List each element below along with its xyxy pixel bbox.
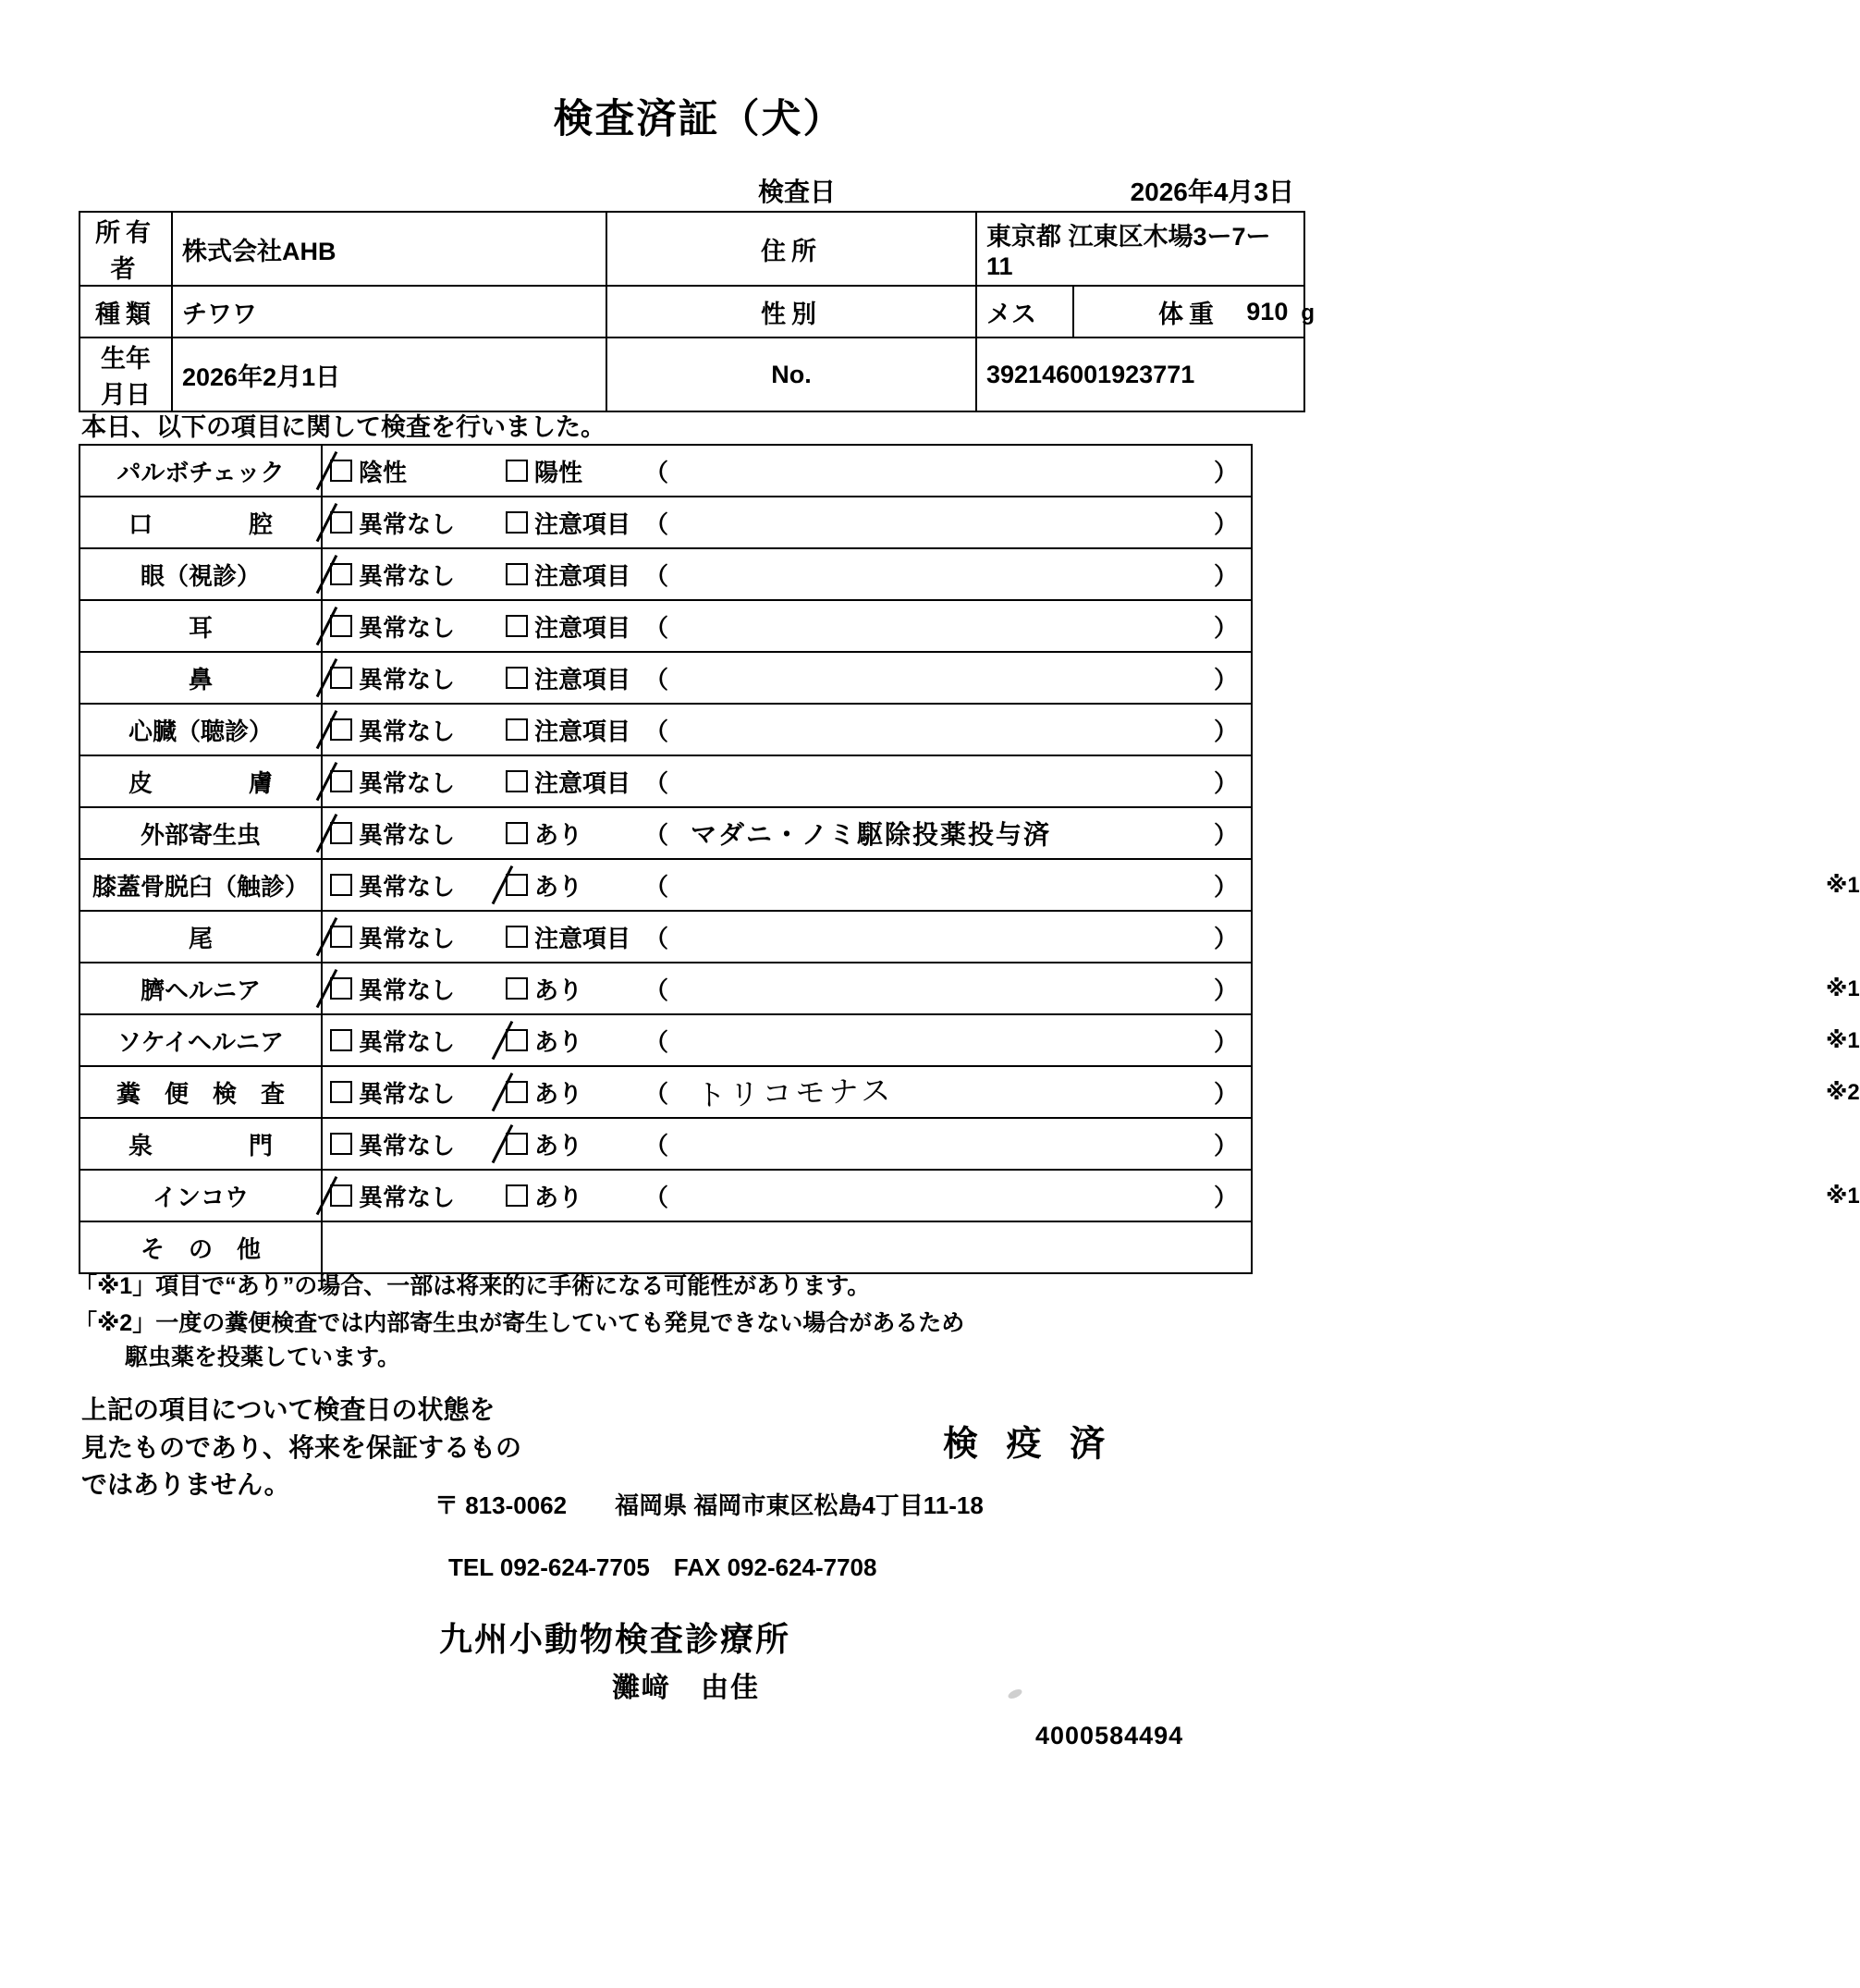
option-label: あり xyxy=(534,1131,583,1160)
option-label: 異常なし xyxy=(359,872,456,901)
inspection-row xyxy=(80,600,1252,652)
sex-label: 性別 xyxy=(606,286,976,337)
remark-field[interactable] xyxy=(644,454,1251,488)
remark-field[interactable] xyxy=(644,868,1860,902)
inspection-row-label: 鼻 xyxy=(80,652,322,704)
intro-text: 本日、以下の項目に関して検査を行いました。 xyxy=(81,413,606,441)
paren-close: ） xyxy=(1213,1027,1238,1056)
option-abnormal[interactable] xyxy=(506,454,644,488)
paren-close: ） xyxy=(1213,820,1238,849)
option-label: 異常なし xyxy=(359,820,456,849)
paren-close: ） xyxy=(1213,1131,1238,1160)
checkbox-icon[interactable] xyxy=(330,667,352,689)
remark-field[interactable] xyxy=(644,816,1251,851)
checkbox-icon[interactable] xyxy=(330,1184,352,1207)
option-label: あり xyxy=(534,872,583,901)
checkbox-icon[interactable] xyxy=(330,770,352,792)
breed-label: 種類 xyxy=(80,286,172,337)
inspection-row-options xyxy=(322,600,1252,652)
option-abnormal[interactable] xyxy=(506,1127,644,1161)
option-label: 注意項目 xyxy=(534,509,631,538)
exam-date-value: 2026年4月3日 xyxy=(1130,178,1294,206)
inspection-row xyxy=(80,497,1252,548)
closing-line: ではありません。 xyxy=(81,1470,290,1500)
option-abnormal[interactable] xyxy=(506,661,644,695)
inspection-row-label: 眼（視診） xyxy=(80,548,322,600)
paren-close: ） xyxy=(1213,872,1238,901)
inspection-row-options xyxy=(322,963,1860,1014)
checkbox-icon[interactable] xyxy=(506,1184,528,1207)
paren-close: ） xyxy=(1213,665,1238,693)
no-label: No. xyxy=(606,337,976,411)
paren-open: （ xyxy=(644,1131,669,1160)
paren-close: ） xyxy=(1213,613,1238,642)
inspection-row-options xyxy=(322,652,1252,704)
option-normal[interactable] xyxy=(330,506,506,540)
inspection-row xyxy=(80,704,1252,755)
option-normal[interactable] xyxy=(330,868,506,902)
paren-close: ） xyxy=(1213,561,1238,590)
inspection-row-label: 臍ヘルニア xyxy=(80,963,322,1014)
paren-close: ） xyxy=(1213,717,1238,745)
inspection-row-options xyxy=(322,859,1860,911)
inspection-row-label: 心臓（聴診） xyxy=(80,704,322,755)
option-label: あり xyxy=(534,1183,583,1211)
paren-close: ） xyxy=(1213,924,1238,952)
paren-open: （ xyxy=(644,820,669,849)
option-abnormal[interactable] xyxy=(506,609,644,644)
checkbox-icon[interactable] xyxy=(330,926,352,948)
checkbox-icon[interactable] xyxy=(330,563,352,585)
remark-field[interactable] xyxy=(644,1179,1860,1213)
checkbox-icon[interactable] xyxy=(330,822,352,844)
paren-close: ） xyxy=(1213,509,1238,538)
option-label: 陽性 xyxy=(534,458,583,486)
inspection-row-options xyxy=(322,445,1252,497)
inspection-row xyxy=(80,548,1252,600)
paren-open: （ xyxy=(644,458,669,486)
paren-close: ） xyxy=(1213,1183,1238,1211)
option-normal[interactable] xyxy=(330,816,506,851)
checkbox-icon[interactable] xyxy=(506,1081,528,1103)
option-abnormal[interactable] xyxy=(506,765,644,799)
exam-date-row xyxy=(758,172,1294,209)
paren-open: （ xyxy=(644,1183,669,1211)
address-value: 東京都 江東区木場3ー7ー11 xyxy=(976,212,1304,286)
veterinarian-name: 灘﨑 由佳 xyxy=(612,1673,760,1703)
option-label: 異常なし xyxy=(359,1131,456,1160)
clinic-address: 〒 813-0062 福岡県 福岡市東区松島4丁目11-18 xyxy=(434,1491,984,1519)
footnote-marker: ※1 xyxy=(1826,872,1860,898)
paren-close: ） xyxy=(1213,768,1238,797)
option-label: 異常なし xyxy=(359,717,456,745)
checkbox-icon[interactable] xyxy=(506,874,528,896)
option-label: あり xyxy=(534,1027,583,1056)
footnote-marker: ※1 xyxy=(1826,1183,1860,1209)
checkbox-icon[interactable] xyxy=(330,511,352,534)
inspection-row-label: 泉 門 xyxy=(80,1118,322,1170)
option-label: 異常なし xyxy=(359,1027,456,1056)
inspection-row-options xyxy=(322,911,1252,963)
option-label: あり xyxy=(534,976,583,1004)
inspection-row-label: パルボチェック xyxy=(80,445,322,497)
option-label: 異常なし xyxy=(359,665,456,693)
option-label: 異常なし xyxy=(359,561,456,590)
paren-open: （ xyxy=(644,872,669,901)
paren-close: ） xyxy=(1213,1079,1238,1108)
remark-field[interactable] xyxy=(644,1072,1860,1113)
inspection-row-label: 耳 xyxy=(80,600,322,652)
inspection-row xyxy=(80,755,1252,807)
inspection-row-label: 尾 xyxy=(80,911,322,963)
inspection-row-options xyxy=(322,548,1252,600)
birth-label: 生年月日 xyxy=(80,337,172,411)
checkbox-icon[interactable] xyxy=(506,1029,528,1051)
paren-open: （ xyxy=(644,717,669,745)
handwritten-remark: トリコモナス xyxy=(695,1072,895,1113)
checkbox-icon[interactable] xyxy=(330,1133,352,1155)
remark-field[interactable] xyxy=(644,920,1251,954)
checkbox-icon[interactable] xyxy=(506,1133,528,1155)
checkbox-icon[interactable] xyxy=(506,563,528,585)
paren-open: （ xyxy=(644,509,669,538)
inspection-row-label: ソケイヘルニア xyxy=(80,1014,322,1066)
inspection-row-options xyxy=(322,497,1252,548)
closing-line: 上記の項目について検査日の状態を xyxy=(81,1395,496,1424)
inspection-row-label: 皮 膚 xyxy=(80,755,322,807)
owner-info-table xyxy=(79,211,1315,412)
option-label: 注意項目 xyxy=(534,613,631,642)
option-normal[interactable] xyxy=(330,1024,506,1058)
inspection-row-options xyxy=(322,1170,1860,1221)
option-abnormal[interactable] xyxy=(506,868,644,902)
option-abnormal[interactable] xyxy=(506,1179,644,1213)
footnote-2: 「※2」一度の糞便検査では内部寄生虫が寄生していても発見できない場合があるため xyxy=(74,1310,965,1336)
inspection-row-label: 糞 便 検 査 xyxy=(80,1066,322,1118)
no-value: 392146001923771 xyxy=(976,337,1304,411)
footnote-1: 「※1」項目で“あり”の場合、一部は将来的に手術になる可能性があります。 xyxy=(74,1273,871,1299)
option-normal[interactable] xyxy=(330,1127,506,1161)
inspection-row xyxy=(80,807,1252,859)
paren-close: ） xyxy=(1213,458,1238,486)
option-label: 注意項目 xyxy=(534,768,631,797)
checkbox-icon[interactable] xyxy=(330,977,352,1000)
inspection-row xyxy=(80,1014,1252,1066)
inspection-row-options xyxy=(322,1014,1860,1066)
remark-text: マダニ・ノミ駆除投薬投与済 xyxy=(691,820,1052,849)
inspection-row-label: 口 腔 xyxy=(80,497,322,548)
remark-field[interactable] xyxy=(644,661,1251,695)
remark-field[interactable] xyxy=(644,713,1251,747)
paren-open: （ xyxy=(644,976,669,1004)
inspection-row-options xyxy=(322,704,1252,755)
weight-unit: g xyxy=(1301,300,1315,325)
remark-field[interactable] xyxy=(644,765,1251,799)
option-normal[interactable] xyxy=(330,609,506,644)
checkbox-icon[interactable] xyxy=(506,460,528,482)
inspection-row-label: 外部寄生虫 xyxy=(80,807,322,859)
option-label: あり xyxy=(534,1079,583,1108)
option-label: 異常なし xyxy=(359,768,456,797)
checkbox-icon[interactable] xyxy=(506,615,528,637)
remark-field[interactable] xyxy=(644,558,1251,592)
footnote-marker: ※1 xyxy=(1826,976,1860,1001)
option-abnormal[interactable] xyxy=(506,713,644,747)
checkbox-icon[interactable] xyxy=(330,615,352,637)
option-normal[interactable] xyxy=(330,972,506,1006)
paren-open: （ xyxy=(644,924,669,952)
inspection-row-options xyxy=(322,1221,1252,1273)
option-normal[interactable] xyxy=(330,558,506,592)
option-abnormal[interactable] xyxy=(506,558,644,592)
option-label: 異常なし xyxy=(359,509,456,538)
option-label: あり xyxy=(534,820,583,849)
checkbox-icon[interactable] xyxy=(330,1029,352,1051)
checkbox-icon[interactable] xyxy=(506,511,528,534)
option-label: 注意項目 xyxy=(534,665,631,693)
paren-close: ） xyxy=(1213,976,1238,1004)
inspection-row xyxy=(80,652,1252,704)
checkbox-icon[interactable] xyxy=(506,718,528,741)
inspection-row-label: そ の 他 xyxy=(80,1221,322,1273)
inspection-row xyxy=(80,911,1252,963)
option-label: 陰性 xyxy=(359,458,408,486)
option-abnormal[interactable] xyxy=(506,1024,644,1058)
checkbox-icon[interactable] xyxy=(506,977,528,1000)
inspection-row-options xyxy=(322,755,1252,807)
option-normal[interactable] xyxy=(330,765,506,799)
option-abnormal[interactable] xyxy=(506,506,644,540)
option-abnormal[interactable] xyxy=(506,972,644,1006)
inspection-row xyxy=(80,1066,1252,1118)
option-normal[interactable] xyxy=(330,1075,506,1110)
clinic-name: 九州小動物検査診療所 xyxy=(439,1620,791,1658)
paren-open: （ xyxy=(644,613,669,642)
inspection-row xyxy=(80,963,1252,1014)
remark-field[interactable] xyxy=(644,609,1251,644)
inspection-row xyxy=(80,445,1252,497)
option-label: 異常なし xyxy=(359,976,456,1004)
address-label: 住所 xyxy=(606,212,976,286)
option-label: 異常なし xyxy=(359,613,456,642)
inspection-table xyxy=(79,444,1860,1274)
checkbox-icon[interactable] xyxy=(506,770,528,792)
checkbox-icon[interactable] xyxy=(330,460,352,482)
inspection-row-options xyxy=(322,1118,1252,1170)
option-normal[interactable] xyxy=(330,661,506,695)
paren-open: （ xyxy=(644,561,669,590)
serial-number: 4000584494 xyxy=(1035,1722,1184,1749)
checkbox-icon[interactable] xyxy=(330,874,352,896)
option-label: 異常なし xyxy=(359,1079,456,1108)
remark-field[interactable] xyxy=(644,1024,1860,1058)
option-label: 異常なし xyxy=(359,1183,456,1211)
inspection-row-label: インコウ xyxy=(80,1170,322,1221)
clinic-tel-fax: TEL 092-624-7705 FAX 092-624-7708 xyxy=(448,1553,877,1581)
option-normal[interactable] xyxy=(330,454,506,488)
footnote-marker: ※2 xyxy=(1826,1079,1860,1105)
paren-open: （ xyxy=(644,1027,669,1056)
page-title: 検査済証（犬） xyxy=(553,97,845,141)
checkbox-icon[interactable] xyxy=(330,718,352,741)
table-row xyxy=(80,337,1304,411)
inspection-row xyxy=(80,859,1252,911)
option-abnormal[interactable] xyxy=(506,816,644,851)
closing-line: 見たものであり、将来を保証するもの xyxy=(81,1432,522,1462)
remark-field[interactable] xyxy=(644,1127,1251,1161)
paren-open: （ xyxy=(644,1079,669,1108)
option-normal[interactable] xyxy=(330,1179,506,1213)
option-label: 注意項目 xyxy=(534,717,631,745)
inspection-row-options xyxy=(322,1066,1860,1118)
inspection-row xyxy=(80,1118,1252,1170)
option-normal[interactable] xyxy=(330,920,506,954)
option-label: 注意項目 xyxy=(534,561,631,590)
option-abnormal[interactable] xyxy=(506,920,644,954)
table-row xyxy=(80,286,1304,337)
exam-date-label: 検査日 xyxy=(758,178,837,206)
paren-open: （ xyxy=(644,665,669,693)
remark-field[interactable] xyxy=(644,506,1251,540)
inspection-row xyxy=(80,1170,1252,1221)
paren-open: （ xyxy=(644,768,669,797)
checkbox-icon[interactable] xyxy=(506,667,528,689)
owner-label: 所有者 xyxy=(80,212,172,286)
option-label: 異常なし xyxy=(359,924,456,952)
weight-value: 910 xyxy=(1246,297,1289,325)
ink-smudge xyxy=(1007,1687,1023,1700)
option-abnormal[interactable] xyxy=(506,1075,644,1110)
quarantine-stamp: 検 疫 済 xyxy=(943,1425,1115,1464)
sex-value: メス xyxy=(976,286,1073,337)
weight-label: 体重 xyxy=(1073,286,1304,337)
checkbox-icon[interactable] xyxy=(506,822,528,844)
remark-field[interactable] xyxy=(644,972,1860,1006)
option-label: 注意項目 xyxy=(534,924,631,952)
breed-value: チワワ xyxy=(172,286,606,337)
birth-value: 2026年2月1日 xyxy=(172,337,606,411)
footnote-2b: 駆虫薬を投薬しています。 xyxy=(125,1344,401,1370)
option-normal[interactable] xyxy=(330,713,506,747)
inspection-row-label: 膝蓋骨脱臼（触診） xyxy=(80,859,322,911)
inspection-row xyxy=(80,1221,1252,1273)
owner-value: 株式会社AHB xyxy=(172,212,606,286)
footnote-marker: ※1 xyxy=(1826,1027,1860,1053)
checkbox-icon[interactable] xyxy=(506,926,528,948)
inspection-row-options xyxy=(322,807,1252,859)
table-row xyxy=(80,212,1304,286)
checkbox-icon[interactable] xyxy=(330,1081,352,1103)
